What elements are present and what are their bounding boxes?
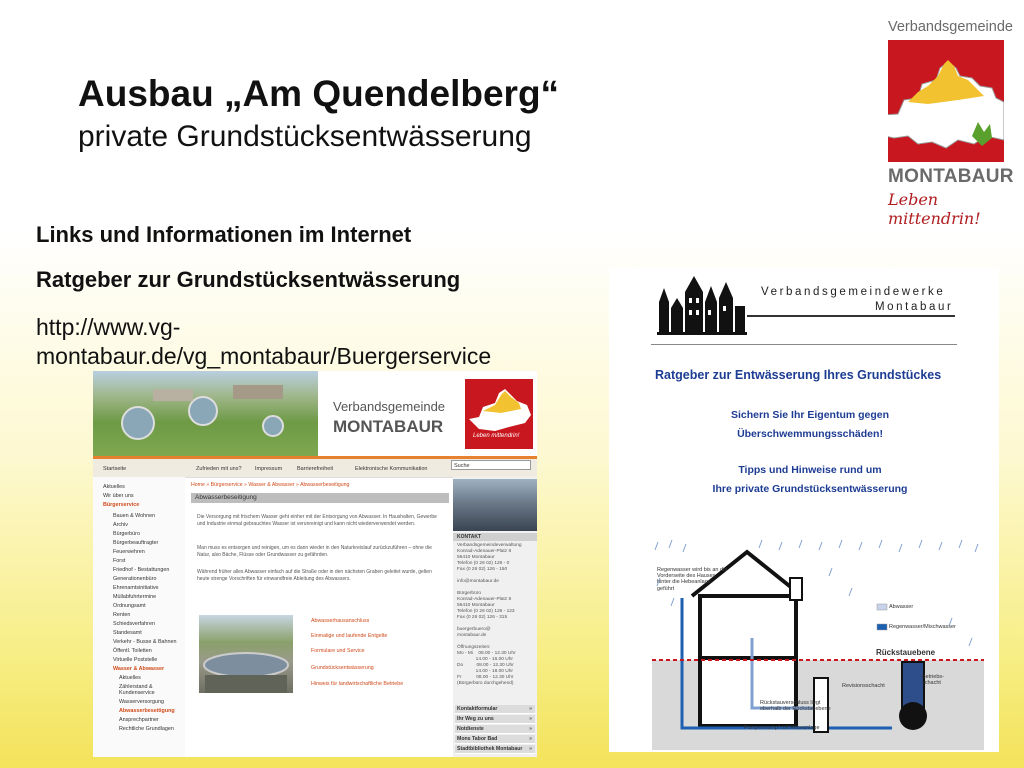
site-paragraph: Man muss es entsorgen und reinigen, um es dann wieder in den Naturkreislauf zurückzuführen – ohne die Natur, also Bäche, Flüsse oder Grundwasser zu gefährden. (197, 545, 432, 558)
site-logo-city: MONTABAUR (333, 417, 444, 436)
site-link[interactable]: Hinweis für landwirtschaftliche Betriebe (311, 681, 404, 687)
side-link[interactable]: Kontaktformular » (455, 705, 535, 714)
label-revisionsschacht: Revisionsschacht (842, 683, 885, 689)
left-nav-item[interactable]: Bürgerbeauftragter (113, 540, 159, 546)
left-nav-item[interactable]: Wir über uns (103, 493, 134, 499)
top-nav-zufrieden[interactable]: Zufrieden mit uns? (196, 466, 242, 472)
town-skyline-icon (657, 272, 747, 340)
flyer-text-line: Ihre private Grundstücksentwässerung (712, 483, 908, 495)
label-betriebsschacht: Betriebs-schacht (922, 674, 945, 687)
side-link[interactable]: Notdienste » (455, 725, 535, 734)
top-nav-startseite[interactable]: Startseite (103, 466, 127, 472)
site-banner-photo (93, 371, 318, 456)
url-link[interactable]: http://www.vg-montabaur.de/vg_montabaur/Buergerservice (36, 314, 492, 369)
site-paragraph: Während früher alles Abwasser einfach auf die Straße oder in den nächsten Graben geleitet wurde, gelten heute strenge Vorschriften für einwandfreie Ableitung des Abwassers. (197, 569, 432, 582)
site-link[interactable]: Einmalige und laufende Entgelte (311, 633, 388, 639)
brand-name: Verbandsgemeinde (888, 19, 1013, 35)
left-nav-item[interactable]: Müllabfuhrtermine (113, 594, 157, 600)
label-rueckstauverschluss: Rückstauverschluss liegt oberhalb der Rückstauebene (760, 700, 831, 713)
legend-regenwasser: Regenwasser/Mischwasser (889, 624, 956, 630)
left-nav-item[interactable]: Standesamt (113, 630, 142, 636)
flyer-heading: Ratgeber zur Entwässerung Ihres Grundstückes (655, 368, 942, 382)
left-nav-item[interactable]: Schiedsverfahren (113, 621, 155, 627)
flyer-title-rule (747, 315, 955, 317)
left-nav-item[interactable]: Rechtliche Grundlagen (119, 726, 174, 732)
left-nav-item[interactable]: Aktuelles (119, 675, 141, 681)
links-heading: Links und Informationen im Internet (36, 222, 412, 247)
left-nav-item[interactable]: Generationenbüro (113, 576, 157, 582)
site-link[interactable]: Formulare und Service (311, 648, 365, 654)
site-left-nav (93, 477, 185, 757)
left-nav-item[interactable]: Friedhof - Bestattungen (113, 567, 170, 573)
left-nav-item[interactable]: Forst (113, 558, 126, 564)
legend-abwasser: Abwasser (889, 604, 914, 610)
slide-title: Ausbau „Am Quendelberg“ (78, 73, 560, 114)
brand-slogan: Leben mittendrin! (888, 190, 981, 228)
left-nav-item[interactable]: Archiv (113, 522, 128, 528)
site-link[interactable]: Grundstücksentwässerung (311, 665, 374, 671)
side-link[interactable]: Mons Tabor Bad » (455, 735, 535, 744)
left-nav-item[interactable]: Ansprechpartner (119, 717, 159, 723)
left-nav-item[interactable]: Verkehr - Busse & Bahnen (113, 639, 177, 645)
left-nav-item[interactable]: Ordnungsamt (113, 603, 146, 609)
site-treatment-photo (199, 615, 293, 693)
left-nav-item[interactable]: Abwasserbeseitigung (119, 708, 175, 714)
site-paragraph: Die Versorgung mit frischem Wasser geht einher mit der Entsorgung von Abwasser. In Haushalten, Gewerbe und Industrie einmal gebrauchtes Wasser ist verunreinigt und kann nicht wiederverwendet werden. (197, 514, 437, 527)
label-regenwasser-note: Regenwasser wird bis an die Vorderseite des Hauses hinter die Hebeanlage geführt (657, 567, 728, 592)
left-nav-item[interactable]: Virtuelle Poststelle (113, 657, 158, 663)
flyer-title: Verbandsgemeindewerke (761, 286, 946, 298)
kontakt-text: Verbandsgemeindeverwaltung Konrad-Adenauer-Platz 8 56410 Montabaur Telefon (0 26 02) 126 - 0 Fax (0 26 02) 126 - 150 info@montabaur.de Bürgerbüro Konrad-Adenauer-Platz 8 56410 Montabaur Telefon (0 26 02) 126 - 123 Fax (0 26 02) 126 - 315 buergerbuero@ montabaur.de Öffnungszeiten: Mo - Mi 08.00 - 12.30 Uhr 14.00 - 16.00 Uhr Do 08.00 - 12.30 Uhr 14.00 - 18.00 Uhr Fr 08.00 - 12.30 Uhr (Bürgerbüro durchgehend) (457, 543, 522, 686)
site-office-photo (453, 479, 537, 531)
label-rueckstauebene: Rückstauebene (876, 648, 936, 657)
label-pumpensumpf: Pumpensumpf mit Hebeanlage (744, 725, 820, 731)
left-nav-item[interactable]: Bürgerbüro (113, 531, 140, 537)
brand-city: MONTABAUR (888, 166, 1014, 187)
site-link[interactable]: Abwasserhausanschluss (311, 618, 370, 624)
montabaur-logo-icon (888, 40, 1004, 162)
slide-subtitle: private Grundstücksentwässerung (78, 120, 532, 153)
top-nav-barrierefreiheit[interactable]: Barrierefreiheit (297, 466, 334, 472)
left-nav-item[interactable]: Ehrenamtsinitiative (113, 585, 159, 591)
left-nav-item[interactable]: Zählerstand & Kundenservice (119, 684, 155, 696)
side-link[interactable]: Ihr Weg zu uns » (455, 715, 535, 724)
left-nav-item[interactable]: Wasserversorgung (119, 699, 165, 705)
site-logo-slogan: Leben mittendrin! (473, 433, 520, 439)
site-logo-name: Verbandsgemeinde (333, 399, 446, 414)
ratgeber-heading: Ratgeber zur Grundstücksentwässerung (36, 267, 461, 292)
left-nav-item[interactable]: Bauen & Wohnen (113, 513, 156, 519)
left-nav-item[interactable]: Öffentl. Toiletten (113, 648, 152, 654)
site-search-input[interactable]: Suche (451, 460, 531, 470)
site-page-title: Abwasserbeseitigung (191, 493, 449, 503)
top-nav-impressum[interactable]: Impressum (255, 466, 283, 472)
flyer-text-line: Tipps und Hinweise rund um (738, 464, 882, 476)
flyer-separator (651, 344, 957, 345)
kontakt-heading: KONTAKT (453, 533, 537, 541)
site-breadcrumb[interactable]: Home » Bürgerservice » Wasser & Abwasser » Abwasserbeseitigung (191, 482, 350, 488)
website-screenshot (93, 371, 537, 757)
side-link[interactable]: Stadtbibliothek Montabaur » (455, 745, 535, 754)
left-nav-item[interactable]: Bürgerservice (103, 502, 140, 508)
left-nav-item[interactable]: Wasser & Abwasser (113, 666, 165, 672)
left-nav-item[interactable]: Feuerwehren (113, 549, 145, 555)
flyer-text-line: Überschwemmungsschäden! (737, 428, 883, 440)
flyer-text-line: Sichern Sie Ihr Eigentum gegen (730, 409, 890, 421)
top-nav-kommunikation[interactable]: Elektronische Kommunikation (355, 466, 428, 472)
left-nav-item[interactable]: Renten (113, 612, 131, 618)
left-nav-item[interactable]: Aktuelles (103, 484, 125, 490)
flyer-title-city: Montabaur (875, 301, 954, 313)
